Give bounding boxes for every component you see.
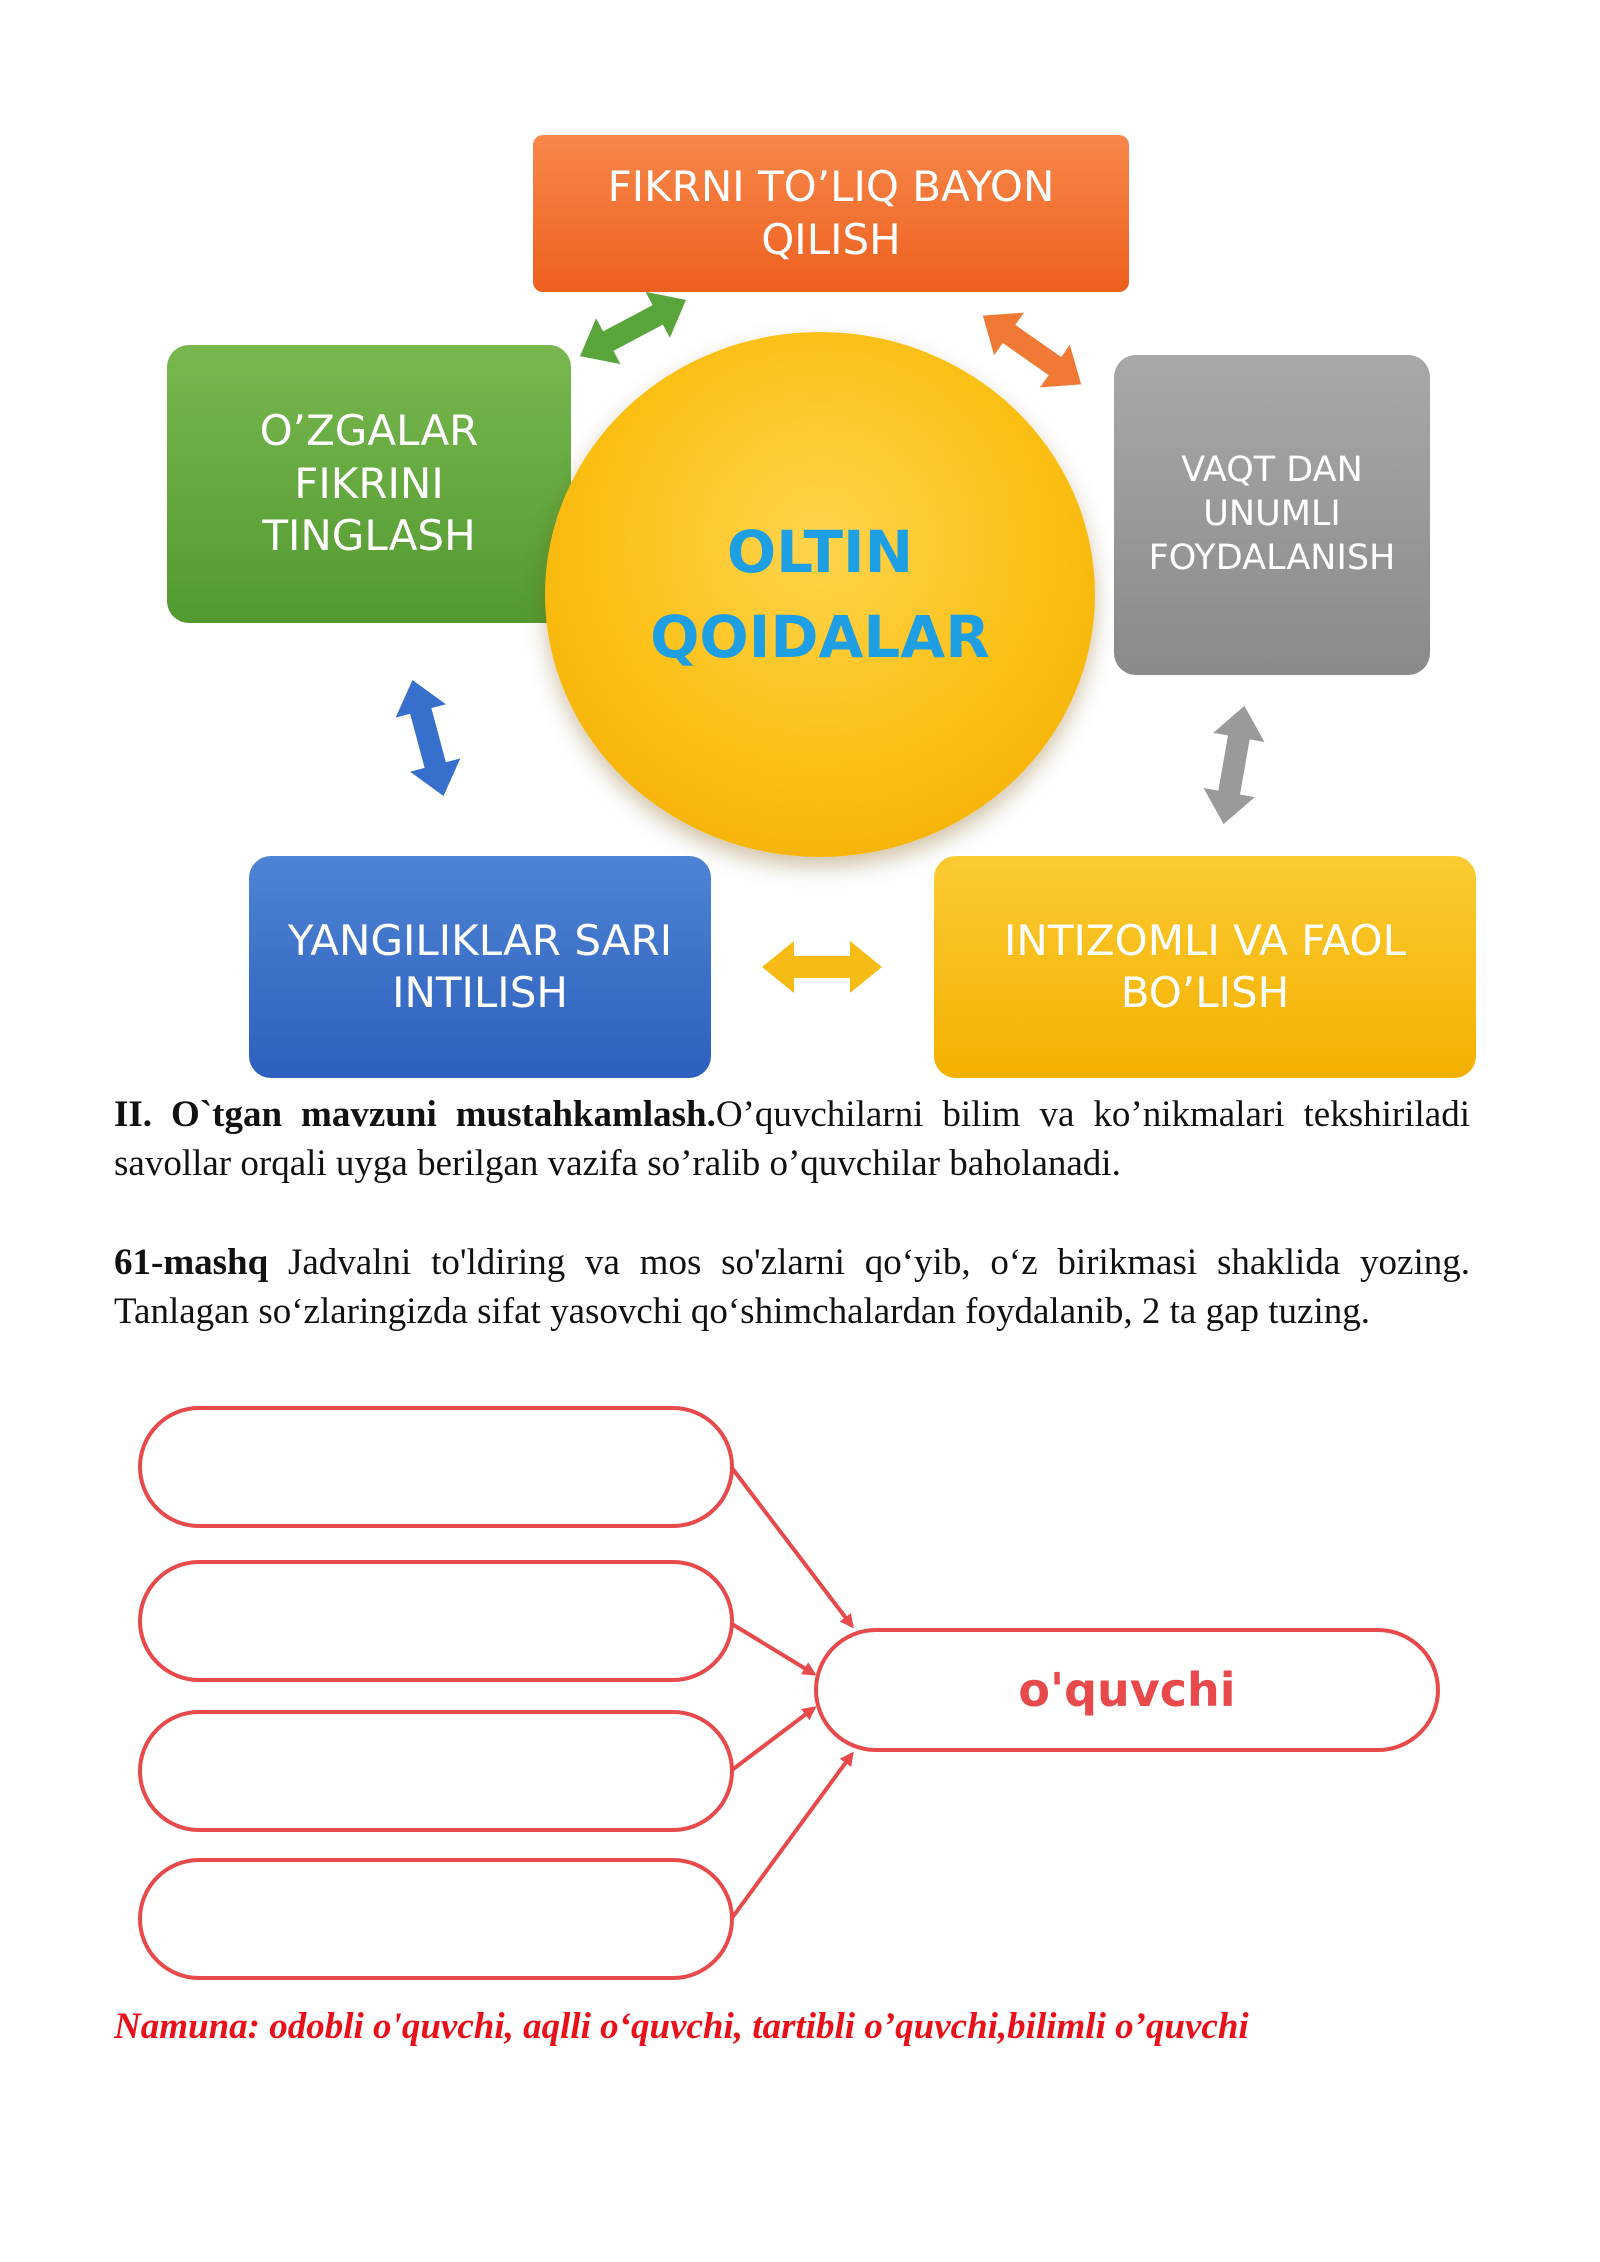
connector-arrow <box>732 1708 814 1770</box>
answer-slot[interactable] <box>140 1408 732 1526</box>
center-title-line2: QOIDALAR <box>650 602 990 671</box>
section-body: O’quvchilarni bilim va ko’nikmalari tekshiriladi savollar orqali uyga berilgan vazifa so’ralib o’quvchilar baholanadi. <box>114 1094 1470 1184</box>
connector-arrow <box>732 1468 852 1626</box>
arrow-gray-icon <box>1198 701 1270 828</box>
rule-top-line1: FIKRNI TO’LIQ BAYON <box>607 162 1055 211</box>
connector-arrow <box>732 1754 852 1918</box>
section-heading: II. O`tgan mavzuni mustahkamlash. <box>114 1094 716 1135</box>
rule-right-line3: FOYDALANISH <box>1148 537 1396 578</box>
rule-bottom-right-line2: BO’LISH <box>1120 968 1290 1017</box>
rule-left-line2: FIKRINI <box>294 458 444 508</box>
answer-slot[interactable] <box>140 1860 732 1978</box>
exercise-label: 61-mashq <box>114 1242 269 1283</box>
rule-right-line1: VAQT DAN <box>1181 450 1363 491</box>
answer-slot[interactable] <box>140 1712 732 1830</box>
exercise-paragraph <box>114 1238 1470 1336</box>
rule-bottom-right-line1: INTIZOMLI VA FAOL <box>1004 915 1406 965</box>
rule-bottom-left-line2: INTILISH <box>392 968 568 1017</box>
sample-answer: Namuna: odobli o'quvchi, aqlli o‘quvchi, tartibli o’quvchi,bilimli o’quvchi <box>114 2006 1249 2047</box>
rule-right-line2: UNUMLI <box>1203 494 1341 535</box>
exercise-text: Jadvalni to'ldiring va mos so'zlarni qo‘yib, o‘z birikmasi shaklida yozing. Tanlagan so‘zlaringizda sifat yasovchi qo‘shimchalardan foydalanib, 2 ta gap tuzing. <box>114 1242 1470 1332</box>
rule-bottom-left-line1: YANGILIKLAR SARI <box>287 915 673 965</box>
arrow-green-icon <box>568 277 698 379</box>
arrow-blue-icon <box>387 673 468 802</box>
arrow-orange-icon <box>968 294 1096 405</box>
rule-left-line1: O’ZGALAR <box>259 406 479 456</box>
rule-top-line2: QILISH <box>761 214 901 264</box>
rule-left-line3: TINGLASH <box>262 511 476 561</box>
center-title-line1: OLTIN <box>726 518 914 587</box>
arrow-yellow-icon <box>762 941 882 993</box>
connector-arrow <box>732 1624 814 1674</box>
diagram-arrows <box>0 0 1600 1100</box>
answer-slot[interactable] <box>140 1562 732 1680</box>
section-paragraph <box>114 1090 1470 1188</box>
exercise-diagram <box>0 1390 1600 2000</box>
center-word: o'quvchi <box>1018 1663 1236 1717</box>
